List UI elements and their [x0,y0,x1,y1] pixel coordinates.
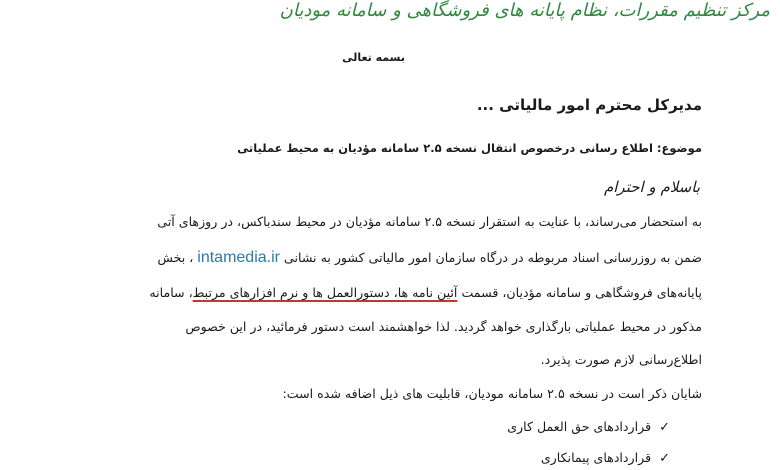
body-line-2 [158,249,702,267]
org-letterhead: مرکز تنظیم مقررات، نظام پایانه های فروشگاهی و سامانه مودیان [279,0,770,21]
body-line-6: شایان ذکر است در نسخه ۲.۵ سامانه مودیان، قابلیت های ذیل اضافه شده است: [282,386,702,401]
body-line-4: مذکور در محیط عملیاتی بارگذاری خواهد گردید. لذا خواهشمند است دستور فرمائید، در این خصوص [185,319,702,334]
subject-line: موضوع: اطلاع رسانی درخصوص انتقال نسخه ۲.۵ سامانه مؤدیان به محیط عملیاتی [237,141,702,155]
underlined-section-name: آئین نامه ها، دستورالعمل ها و نرم افزارهای مرتبط [192,285,458,300]
feature-item-2 [541,450,670,466]
body-line-1: به استحضار می‌رساند، با عنایت به استقرار نسخه ۲.۵ سامانه مؤدیان در محیط سندباکس، در روزهای آتی [157,214,702,229]
body-line-2-start: ضمن به روزرسانی اسناد مربوطه در درگاه سازمان امور مالیاتی کشور به نشانی [283,250,702,265]
bismillah-heading: بسمه تعالی [342,51,405,64]
body-line-5: اطلاع‌رسانی لازم صورت پذیرد. [540,352,702,367]
body-line-3 [149,285,702,300]
feature-label: قراردادهای حق العمل کاری [507,419,652,434]
feature-label: قراردادهای پیمانکاری [540,450,652,465]
body-line-3-start: پایانه‌های فروشگاهی و سامانه مؤدیان، قسمت [461,285,702,300]
check-icon: ✓ [659,451,670,466]
feature-item-1 [507,419,670,435]
check-icon: ✓ [659,420,670,435]
greeting-handwritten: باسلام و احترام [603,178,700,196]
body-line-2-end: ، بخش [157,250,194,265]
addressee-line: مدیرکل محترم امور مالیاتی ... [476,96,702,114]
intamedia-link[interactable]: intamedia.ir [197,249,280,266]
body-line-3-end: ، سامانه [149,285,193,300]
